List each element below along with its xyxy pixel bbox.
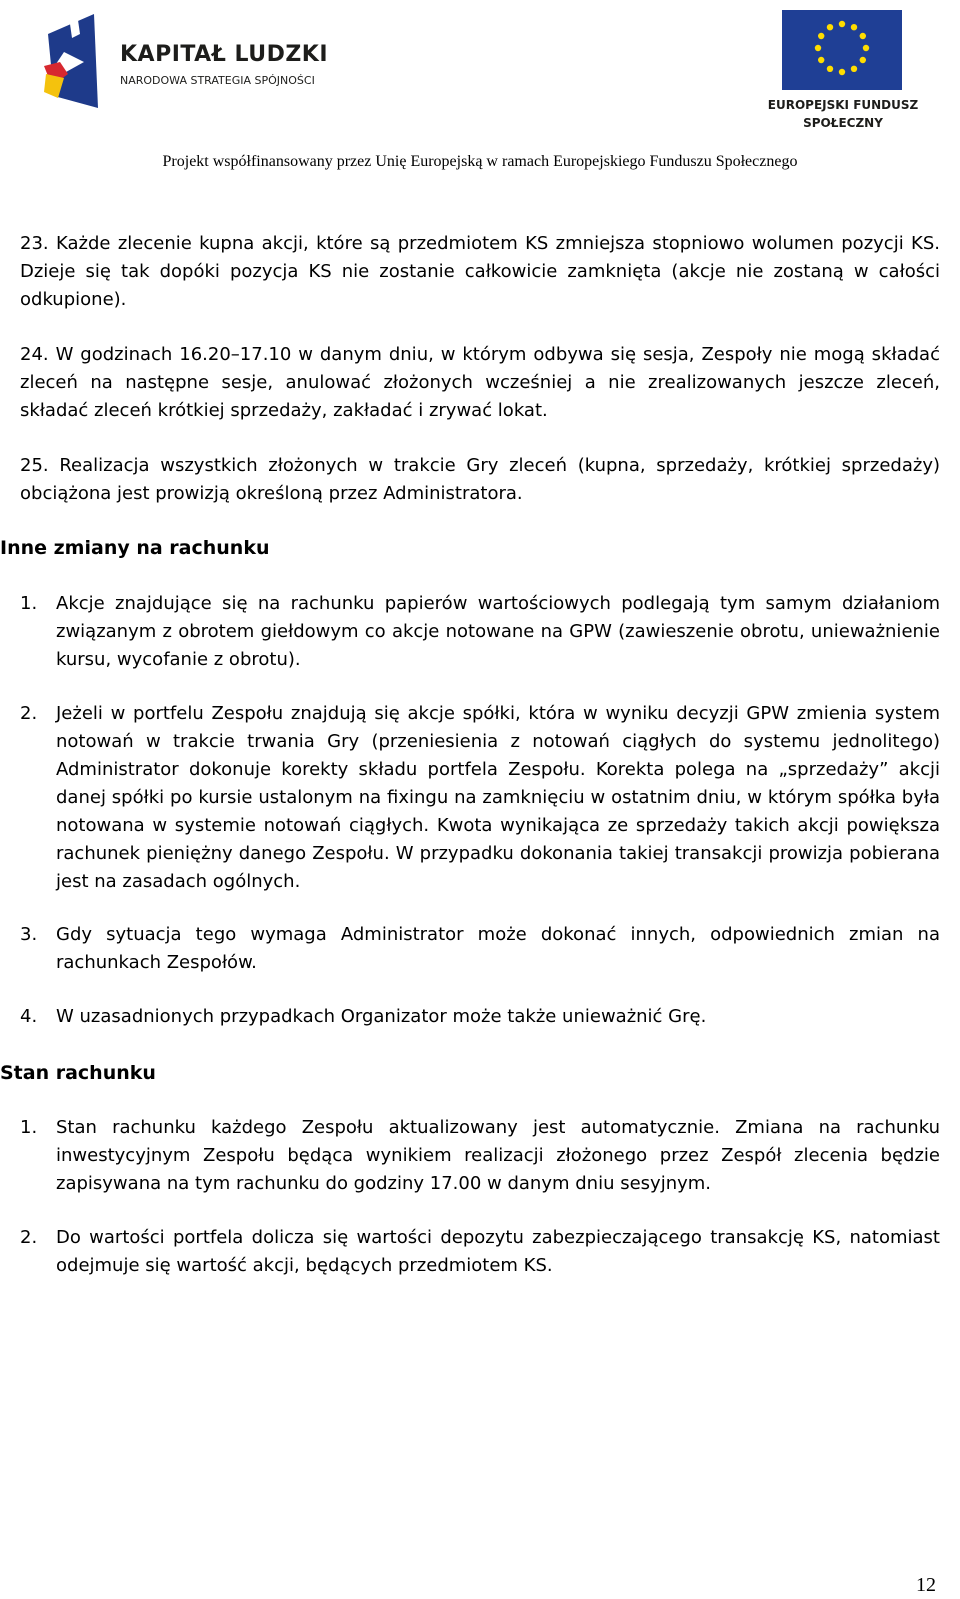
document-header xyxy=(0,0,960,190)
list-item-text: Jeżeli w portfelu Zespołu znajdują się akcje spółki, która w wyniku decyzji GPW zmienia system notowań w trakcie trwania Gry (przeniesienia z notowań ciągłych do systemu jednolitego) Administrator dokonuje korekty składu portfela Zespołu. Korekta polega na „sprzedaży” akcji danej spółki po kursie ustalonym na fixingu na zamknięciu w ostatnim dniu, w którym spółka była notowana w systemie notowań ciągłych. Kwota wynikająca ze sprzedaży takich akcji powiększa rachunek pieniężny danego Zespołu. W przypadku dokonania takiej transakcji prowizja pobierana jest na zasadach ogólnych. xyxy=(56,703,940,892)
list-item-number: 3. xyxy=(20,924,38,945)
section-heading-other-changes: Inne zmiany na rachunku xyxy=(0,537,270,559)
point-25 xyxy=(20,452,940,508)
list-item-text: Do wartości portfela dolicza się wartości depozytu zabezpieczającego transakcję KS, natomiast odejmuje się wartość akcji, będących przedmiotem KS. xyxy=(56,1227,940,1276)
list-item-text: Stan rachunku każdego Zespołu aktualizowany jest automatycznie. Zmiana na rachunku inwestycyjnym Zespołu będąca wynikiem realizacji złożonego przez Zespół zlecenia będzie zapisywana na tym rachunku do godziny 17.00 w danym dniu sesyjnym. xyxy=(56,1117,940,1194)
page-number: 12 xyxy=(916,1574,936,1596)
list-item-number: 2. xyxy=(20,1227,38,1248)
list-item xyxy=(20,921,940,977)
kapital-ludzki-title: KAPITAŁ LUDZKI xyxy=(120,42,329,67)
efs-logo-line1: EUROPEJSKI FUNDUSZ xyxy=(767,98,919,112)
point-number: 23. xyxy=(20,233,49,254)
list-item xyxy=(20,1003,940,1031)
list-item-number: 2. xyxy=(20,703,38,724)
point-23 xyxy=(20,230,940,314)
efs-logo-line2: SPOŁECZNY xyxy=(803,116,883,130)
point-text: W godzinach 16.20–17.10 w danym dniu, w którym odbywa się sesja, Zespoły nie mogą składać zleceń na następne sesje, anulować złożonych wcześniej a nie zrealizowanych jeszcze zleceń, składać zleceń krótkiej sprzedaży, zakładać i zrywać lokat. xyxy=(20,344,940,421)
list-item-text: Gdy sytuacja tego wymaga Administrator może dokonać innych, odpowiednich zmian na rachunkach Zespołów. xyxy=(56,924,940,973)
point-number: 24. xyxy=(20,344,49,365)
eu-flag-icon xyxy=(782,10,902,90)
kapital-ludzki-subtitle: NARODOWA STRATEGIA SPÓJNOŚCI xyxy=(120,74,315,87)
list-item-number: 4. xyxy=(20,1006,38,1027)
list-item-text: Akcje znajdujące się na rachunku papierów wartościowych podlegają tym samym działaniom związanym z obrotem giełdowym co akcje notowane na GPW (zawieszenie obrotu, unieważnienie kursu, wycofanie z obrotu). xyxy=(56,593,940,670)
efs-logo xyxy=(748,10,918,135)
section-heading-account-balance: Stan rachunku xyxy=(0,1062,156,1084)
list-item xyxy=(20,1224,940,1280)
efs-logo-text xyxy=(748,96,938,132)
point-text: Realizacja wszystkich złożonych w trakcie Gry zleceń (kupna, sprzedaży, krótkiej sprzedaży) obciążona jest prowizją określoną przez Administratora. xyxy=(20,455,940,504)
list-item xyxy=(20,590,940,674)
point-text: Każde zlecenie kupna akcji, które są przedmiotem KS zmniejsza stopniowo wolumen pozycji KS. Dzieje się tak dopóki pozycja KS nie zostanie całkowicie zamknięta (akcje nie zostaną w całości odkupione). xyxy=(20,233,940,310)
list-item xyxy=(20,700,940,896)
point-number: 25. xyxy=(20,455,49,476)
cofinancing-note: Projekt współfinansowany przez Unię Europejską w ramach Europejskiego Funduszu Społecznego xyxy=(162,153,798,170)
list-item-number: 1. xyxy=(20,1117,38,1138)
point-24 xyxy=(20,341,940,425)
kapital-ludzki-logo xyxy=(44,14,334,114)
list-item xyxy=(20,1114,940,1198)
list-item-text: W uzasadnionych przypadkach Organizator może także unieważnić Grę. xyxy=(56,1006,707,1027)
list-item-number: 1. xyxy=(20,593,38,614)
kapital-ludzki-emblem-icon xyxy=(44,14,104,110)
